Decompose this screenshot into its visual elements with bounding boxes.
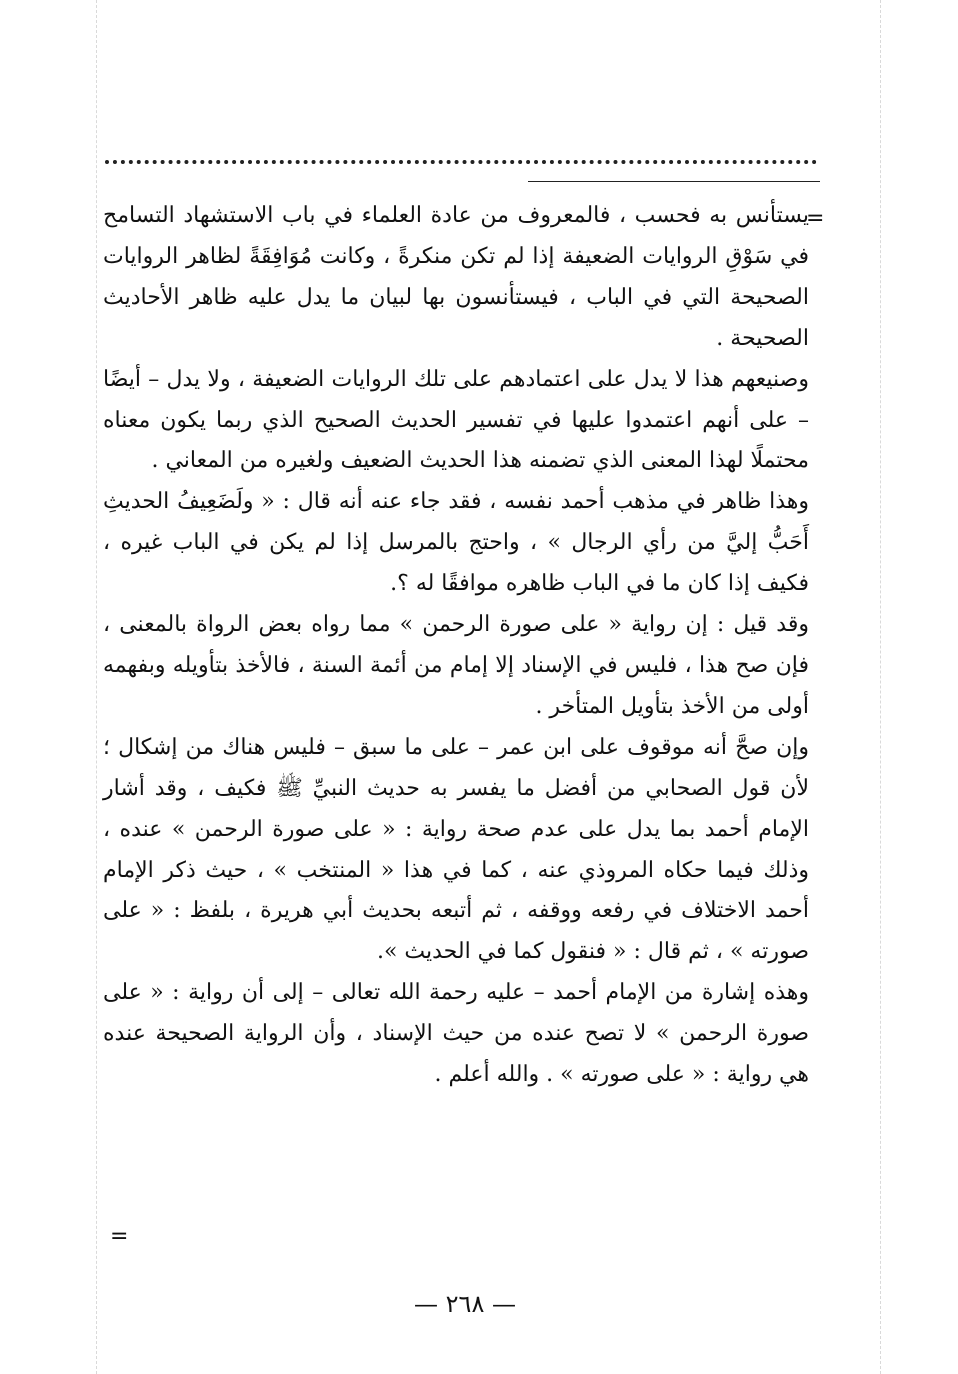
dotted-separator xyxy=(105,160,817,164)
footnote-paragraph-6: وهذه إشارة من الإمام أحمد – عليه رحمة الله تعالى – إلى أن رواية : « على صورة الرحمن » لا تصح عنده من حيث الإسناد ، وأن الرواية الصحيحة عنده هي رواية : « على صورته » . والله أعلم . xyxy=(103,980,809,1088)
footnote-paragraph-4: وقد قيل : إن رواية « على صورة الرحمن » مما رواه بعض الرواة بالمعنى ، فإن صح هذا ، فليس في الإسناد إلا إمام من أئمة السنة ، فالأخذ بتأويله وبفهمه أولى من الأخذ بتأويل المتأخر . xyxy=(103,612,809,719)
footnote-paragraph-5: وإن صحَّ أنه موقوف على ابن عمر – على ما سبق – فليس هناك من إشكال ؛ لأن قول الصحابي من أفضل ما يفسر به حديث النبيِّ ﷺ فكيف ، وقد أشار الإمام أحمد بما يدل على عدم صحة رواية : « على صورة الرحمن » عنده ، وذلك فيما حكاه المروذي عنه ، كما في هذا « المنتخب » ، حيث ذكر الإمام أحمد الاختلاف في رفعه ووقفه ، ثم أتبعه بحديث أبي هريرة ، بلفظ : « على صورته » ، ثم قال : « فنقول كما في الحديث ». xyxy=(103,734,809,965)
page-crease-left xyxy=(96,0,97,1374)
footnote-paragraph-3: وهذا ظاهر في مذهب أحمد نفسه ، فقد جاء عنه أنه قال : « ولَضَعِيفُ الحديثِ أَحَبُّ إليَّ من رأي الرجال » ، واحتج بالمرسل إذا لم يكن في الباب غيره ، فكيف إذا كان ما في الباب ظاهره موافقًا له ؟. xyxy=(103,489,809,597)
footnote-rule xyxy=(528,181,820,182)
footnote-paragraph-1: يستأنس به فحسب ، فالمعروف من عادة العلماء في باب الاستشهاد التسامح في سَوْقِ الروايات الضعيفة إذا لم تكن منكرةً ، وكانت مُوَافِقَةً لظاهر الروايات الصحيحة التي في الباب ، فيستأنسون بها لبيان ما يدل عليه ظاهر الأحاديث الصحيحة . xyxy=(103,203,809,351)
page-number: — ٢٦٨ — xyxy=(414,1290,516,1318)
footnote-paragraph-2: وصنيعهم هذا لا يدل على اعتمادهم على تلك الروايات الضعيفة ، ولا يدل – أيضًا – على أنهم اعتمدوا عليها في تفسير الحديث الصحيح الذي ربما يكون معناه محتملًا لهذا المعنى الذي تضمنه هذا الحديث الضعيف ولغيره من المعاني . xyxy=(103,366,809,474)
footnote-body xyxy=(103,196,809,1096)
page-crease-right xyxy=(880,0,881,1374)
continues-mark: = xyxy=(110,1224,129,1249)
continuation-mark: = xyxy=(806,206,825,231)
